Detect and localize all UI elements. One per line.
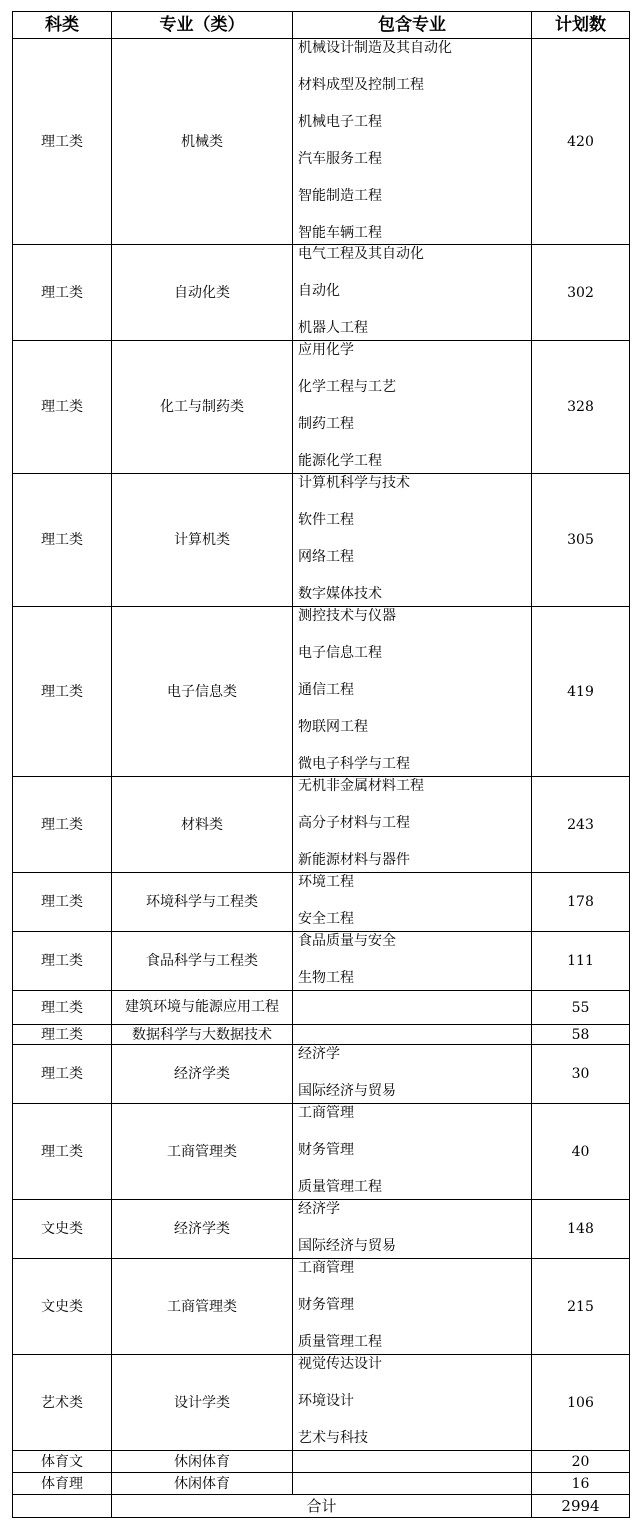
major-item: 高分子材料与工程 (298, 815, 410, 831)
major-item: 工商管理 (298, 1105, 354, 1121)
major-item: 微电子科学与工程 (298, 756, 410, 772)
major-item: 能源化学工程 (298, 453, 382, 469)
category-cell: 文史类 (13, 1259, 112, 1355)
header-major-class: 专业（类） (112, 12, 293, 39)
count-cell: 40 (532, 1104, 630, 1200)
major-item: 质量管理工程 (298, 1334, 382, 1350)
total-empty-cell (13, 1495, 112, 1518)
table-row (13, 873, 630, 932)
major-item: 经济学 (298, 1046, 340, 1062)
major-item: 数字媒体技术 (298, 586, 382, 602)
count-cell: 420 (532, 39, 630, 245)
category-cell: 理工类 (13, 873, 112, 932)
count-cell: 419 (532, 607, 630, 777)
major-item: 新能源材料与器件 (298, 852, 410, 868)
table-row (13, 245, 630, 341)
table-row (13, 341, 630, 474)
major-item: 生物工程 (298, 970, 354, 986)
majors-cell (293, 777, 532, 873)
major-class-cell: 食品科学与工程类 (112, 932, 293, 991)
major-item: 化学工程与工艺 (298, 379, 396, 395)
table-row (13, 1473, 630, 1495)
major-item: 经济学 (298, 1201, 340, 1217)
majors-cell (293, 1025, 532, 1045)
category-cell: 理工类 (13, 991, 112, 1025)
category-cell: 理工类 (13, 607, 112, 777)
majors-cell (293, 1451, 532, 1473)
major-item: 软件工程 (298, 512, 354, 528)
majors-cell (293, 932, 532, 991)
count-cell: 58 (532, 1025, 630, 1045)
major-item: 汽车服务工程 (298, 151, 382, 167)
category-cell: 理工类 (13, 932, 112, 991)
count-cell: 55 (532, 991, 630, 1025)
table-row (13, 1104, 630, 1200)
major-class-cell: 设计学类 (112, 1355, 293, 1451)
majors-cell (293, 607, 532, 777)
total-label: 合计 (112, 1495, 532, 1518)
major-item: 食品质量与安全 (298, 933, 396, 949)
major-item: 计算机科学与技术 (298, 475, 410, 491)
table-row (13, 474, 630, 607)
enrollment-plan-table (12, 11, 630, 1518)
table-row (13, 991, 630, 1025)
category-cell: 艺术类 (13, 1355, 112, 1451)
total-count: 2994 (532, 1495, 630, 1518)
table-row (13, 1025, 630, 1045)
category-cell: 理工类 (13, 1045, 112, 1104)
major-item: 机械设计制造及其自动化 (298, 40, 452, 56)
category-cell: 理工类 (13, 341, 112, 474)
major-item: 智能制造工程 (298, 188, 382, 204)
category-cell: 理工类 (13, 1025, 112, 1045)
major-item: 视觉传达设计 (298, 1356, 382, 1372)
major-item: 质量管理工程 (298, 1179, 382, 1195)
count-cell: 148 (532, 1200, 630, 1259)
major-class-cell: 数据科学与大数据技术 (112, 1025, 293, 1045)
major-item: 通信工程 (298, 682, 354, 698)
count-cell: 305 (532, 474, 630, 607)
major-item: 测控技术与仪器 (298, 608, 396, 624)
major-item: 电气工程及其自动化 (298, 246, 424, 262)
major-item: 电子信息工程 (298, 645, 382, 661)
table-row (13, 607, 630, 777)
total-row (13, 1495, 630, 1518)
category-cell: 理工类 (13, 474, 112, 607)
count-cell: 215 (532, 1259, 630, 1355)
major-class-cell: 材料类 (112, 777, 293, 873)
count-cell: 302 (532, 245, 630, 341)
major-item: 机械电子工程 (298, 114, 382, 130)
major-item: 国际经济与贸易 (298, 1238, 396, 1254)
majors-cell (293, 341, 532, 474)
major-class-cell: 环境科学与工程类 (112, 873, 293, 932)
table-row (13, 1200, 630, 1259)
major-item: 财务管理 (298, 1142, 354, 1158)
header-row (13, 12, 630, 39)
count-cell: 106 (532, 1355, 630, 1451)
major-item: 环境工程 (298, 874, 354, 890)
major-class-cell: 经济学类 (112, 1045, 293, 1104)
table-row (13, 1045, 630, 1104)
majors-cell (293, 1200, 532, 1259)
major-class-cell: 工商管理类 (112, 1259, 293, 1355)
majors-cell (293, 1045, 532, 1104)
major-class-cell: 自动化类 (112, 245, 293, 341)
table-row (13, 39, 630, 245)
majors-cell (293, 873, 532, 932)
table-row (13, 1259, 630, 1355)
major-class-cell: 工商管理类 (112, 1104, 293, 1200)
majors-cell (293, 991, 532, 1025)
table-row (13, 1451, 630, 1473)
count-cell: 16 (532, 1473, 630, 1495)
major-item: 材料成型及控制工程 (298, 77, 424, 93)
header-category: 科类 (13, 12, 112, 39)
major-class-cell: 经济学类 (112, 1200, 293, 1259)
count-cell: 111 (532, 932, 630, 991)
count-cell: 20 (532, 1451, 630, 1473)
major-class-cell: 电子信息类 (112, 607, 293, 777)
major-item: 网络工程 (298, 549, 354, 565)
major-item: 物联网工程 (298, 719, 368, 735)
header-count: 计划数 (532, 12, 630, 39)
count-cell: 30 (532, 1045, 630, 1104)
major-item: 自动化 (298, 283, 340, 299)
table-row (13, 1355, 630, 1451)
category-cell: 理工类 (13, 777, 112, 873)
count-cell: 178 (532, 873, 630, 932)
category-cell: 体育理 (13, 1473, 112, 1495)
major-class-cell: 计算机类 (112, 474, 293, 607)
major-item: 环境设计 (298, 1393, 354, 1409)
majors-cell (293, 245, 532, 341)
category-cell: 理工类 (13, 245, 112, 341)
category-cell: 理工类 (13, 1104, 112, 1200)
category-cell: 理工类 (13, 39, 112, 245)
majors-cell (293, 1259, 532, 1355)
major-item: 工商管理 (298, 1260, 354, 1276)
major-class-cell: 建筑环境与能源应用工程 (112, 991, 293, 1025)
major-item: 机器人工程 (298, 320, 368, 336)
major-item: 财务管理 (298, 1297, 354, 1313)
major-item: 无机非金属材料工程 (298, 778, 424, 794)
count-cell: 328 (532, 341, 630, 474)
major-item: 国际经济与贸易 (298, 1083, 396, 1099)
major-item: 智能车辆工程 (298, 225, 382, 241)
majors-cell (293, 1104, 532, 1200)
table-row (13, 932, 630, 991)
major-class-cell: 机械类 (112, 39, 293, 245)
majors-cell (293, 474, 532, 607)
majors-cell (293, 39, 532, 245)
major-class-cell: 休闲体育 (112, 1473, 293, 1495)
table-row (13, 777, 630, 873)
category-cell: 文史类 (13, 1200, 112, 1259)
majors-cell (293, 1355, 532, 1451)
major-class-cell: 休闲体育 (112, 1451, 293, 1473)
major-item: 艺术与科技 (298, 1430, 368, 1446)
major-item: 制药工程 (298, 416, 354, 432)
major-class-cell: 化工与制药类 (112, 341, 293, 474)
majors-cell (293, 1473, 532, 1495)
major-item: 安全工程 (298, 911, 354, 927)
category-cell: 体育文 (13, 1451, 112, 1473)
count-cell: 243 (532, 777, 630, 873)
major-item: 应用化学 (298, 342, 354, 358)
header-majors: 包含专业 (293, 12, 532, 39)
